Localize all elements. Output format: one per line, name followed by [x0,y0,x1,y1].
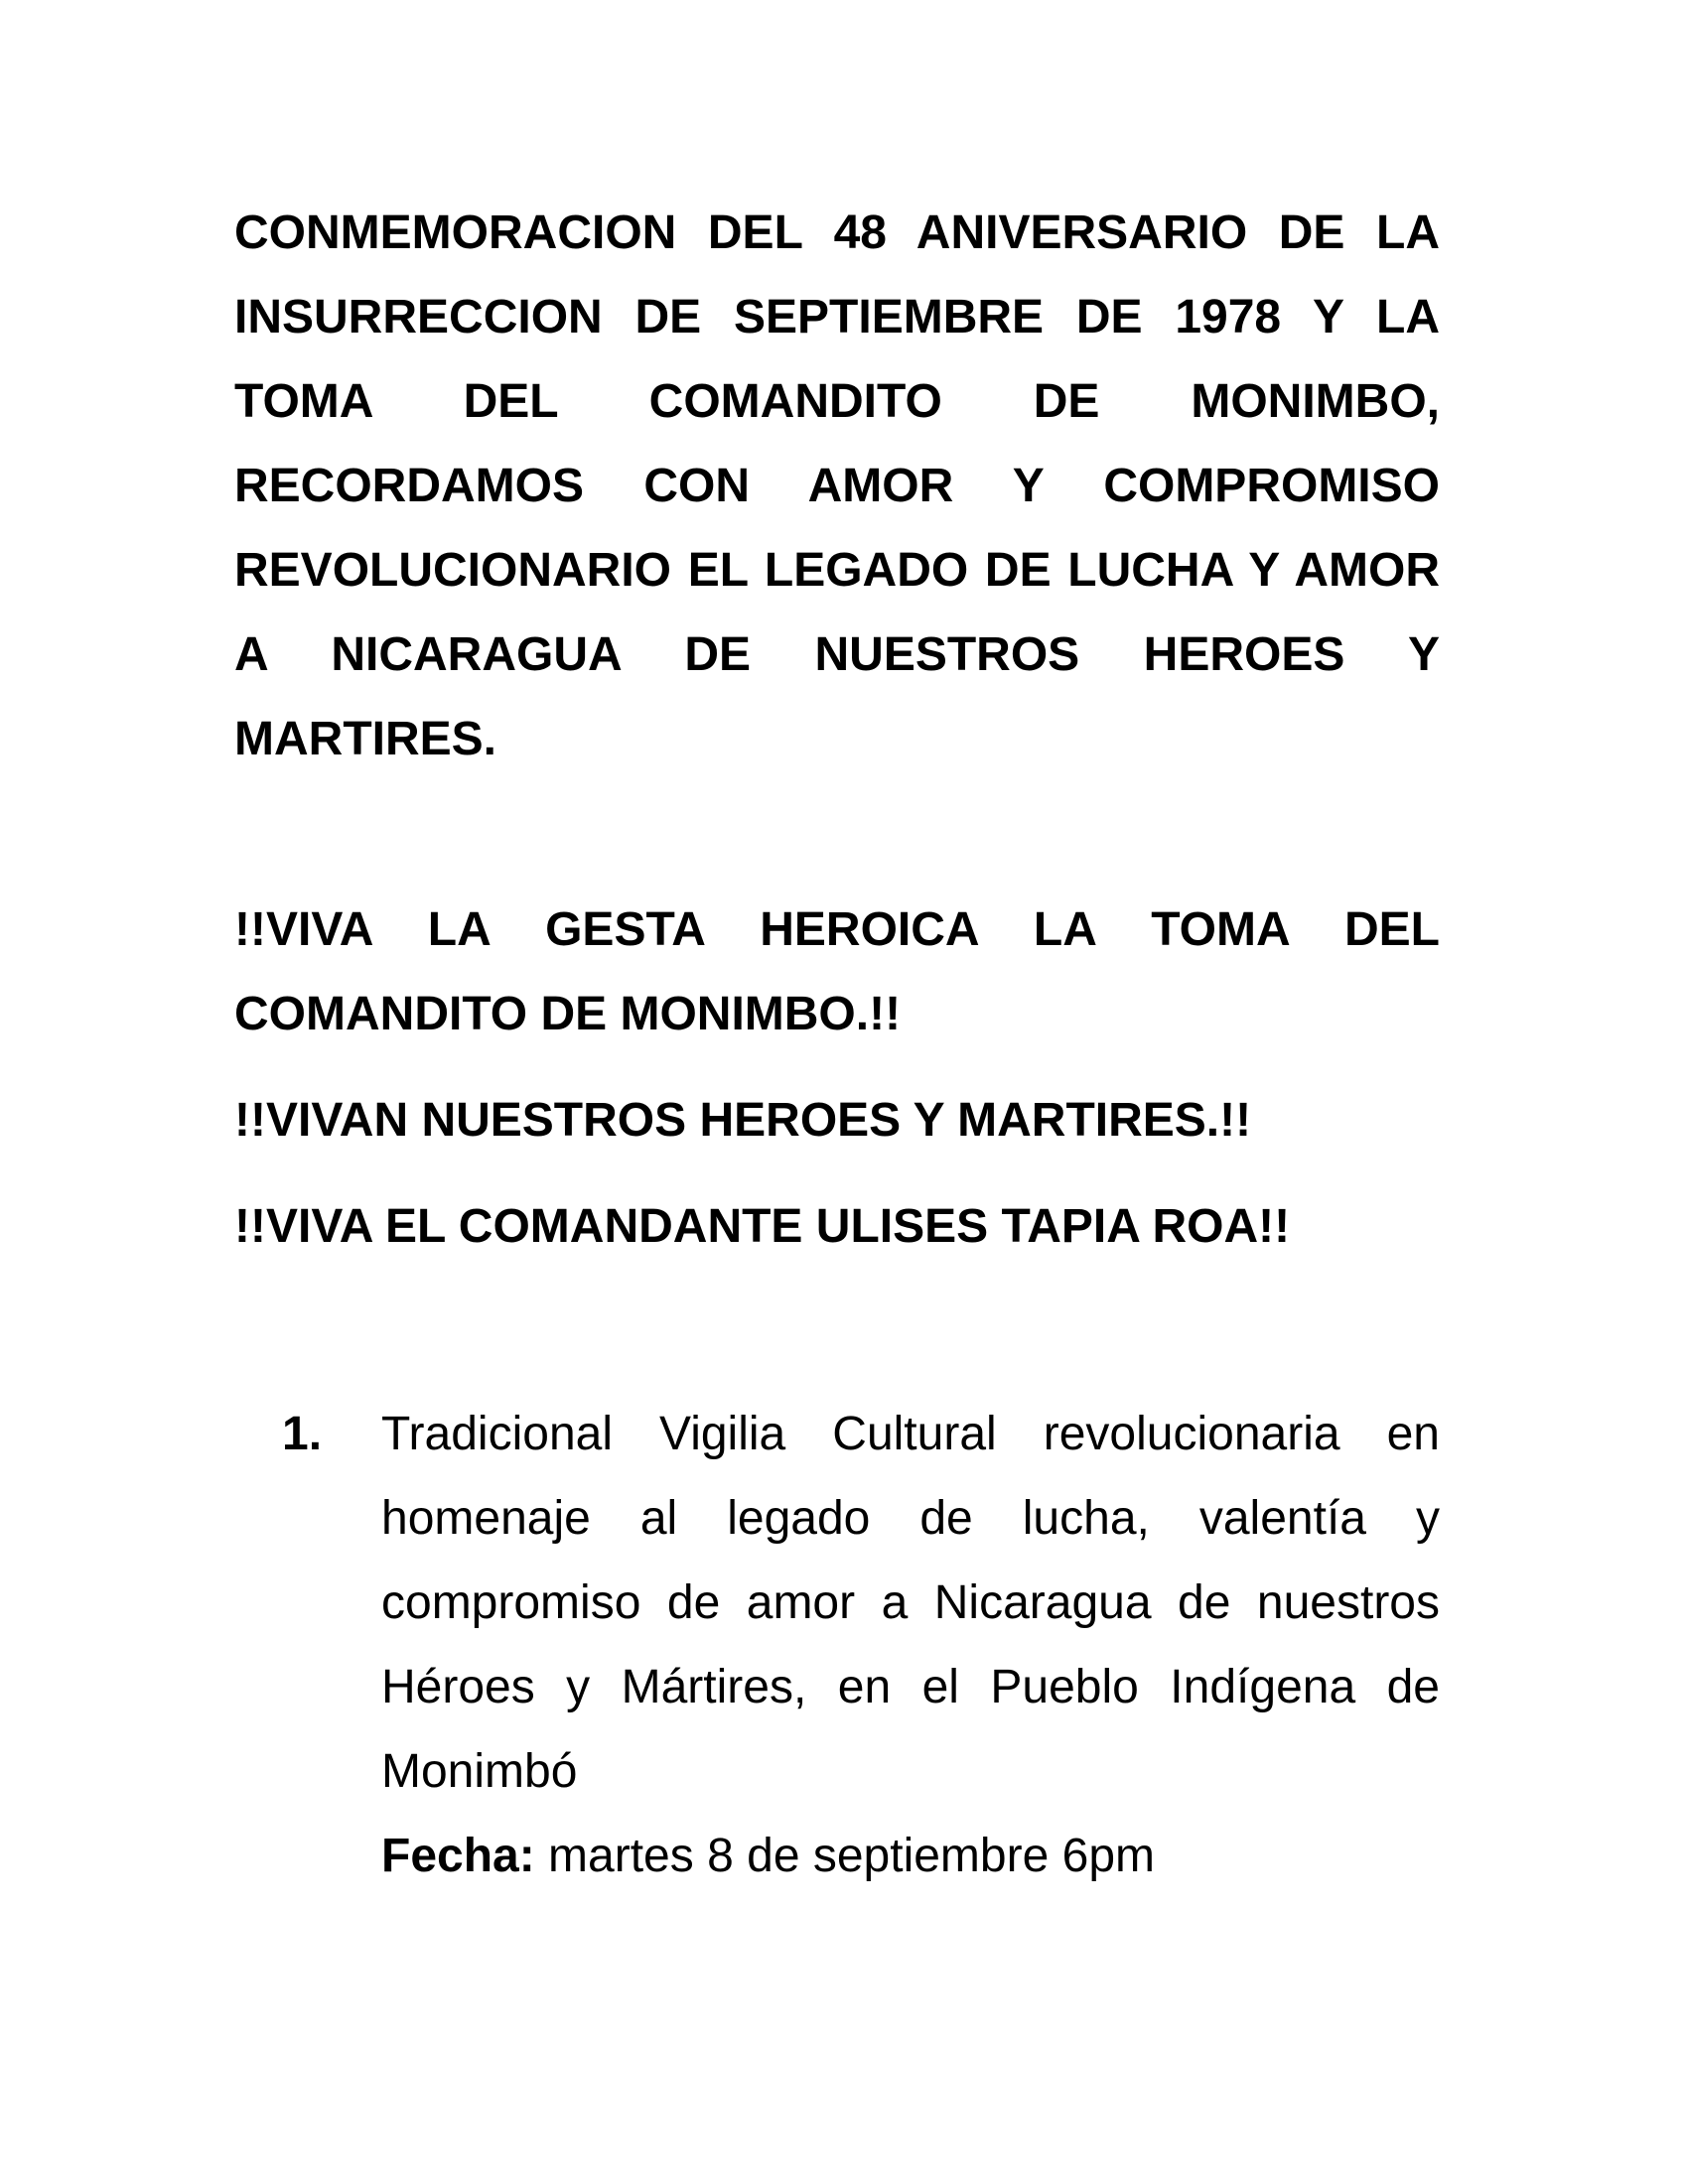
slogan-3: !!VIVA EL COMANDANTE ULISES TAPIA ROA!! [234,1200,1291,1253]
slogan-1: !!VIVA LA GESTA HEROICA LA TOMA DEL COMANDITO DE MONIMBO.!! [234,903,1440,1040]
slogan-2: !!VIVAN NUESTROS HEROES Y MARTIRES.!! [234,1094,1252,1147]
agenda-item-description: Tradicional Vigilia Cultural revolucionaria en homenaje al legado de lucha, valentía y compromiso de amor a Nicaragua de nuestros Héroes y Mártires, en el Pueblo Indígena de Monimbó [381,1408,1440,1798]
slogans-section [234,887,1440,1269]
agenda-item-1 [234,1392,1440,1898]
agenda-list [234,1392,1440,1898]
document-page [234,191,1440,1914]
agenda-item-number: 1. [282,1408,323,1460]
date-label: Fecha: [381,1830,535,1882]
date-value: martes 8 de septiembre 6pm [534,1830,1155,1882]
document-heading: CONMEMORACION DEL 48 ANIVERSARIO DE LA INSURRECCION DE SEPTIEMBRE DE 1978 Y LA TOMA DEL COMANDITO DE MONIMBO, RECORDAMOS CON AMOR Y COMPROMISO REVOLUCIONARIO EL LEGADO DE LUCHA Y AMOR A NICARAGUA DE NUESTROS HEROES Y MARTIRES. [234,206,1440,765]
agenda-item-date [381,1814,1440,1898]
